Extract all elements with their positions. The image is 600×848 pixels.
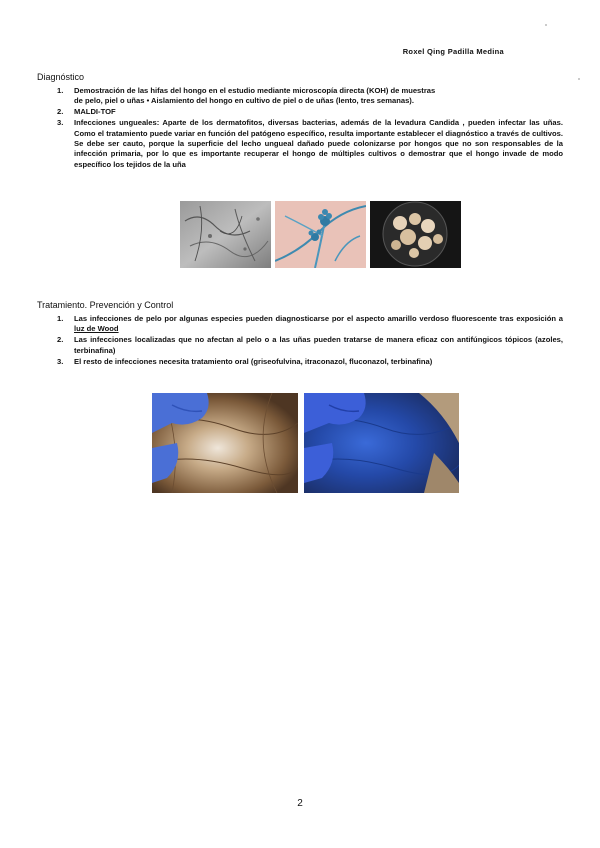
list-text [74,314,563,335]
list-number: 1. [57,86,64,95]
list-number: 3. [57,356,64,366]
fungal-culture-image [370,201,461,268]
list-item [57,118,563,170]
list-text-line: Demostración de las hifas del hongo en el estudio mediante microscopía directa (KOH) de muestras [74,86,436,95]
wood-light-images [152,393,459,493]
list-number: 2. [57,335,64,345]
scalp-normal-light-image [152,393,298,493]
list-item [57,335,563,356]
author-name: Roxel Qing Padilla Medina [402,47,504,56]
tratamiento-list [57,314,563,368]
page-number: 2 [297,798,303,809]
list-text-part: Las infecciones de pelo por algunas especies pueden diagnosticarse por el aspecto amarillo verdoso fluorescente tras exposición a [74,314,563,323]
scalp-wood-light-image [304,393,459,493]
list-text: Las infecciones localizadas que no afectan al pelo o a las uñas pueden tratarse de manera eficaz con antifúngicos tópicos (azoles, terbinafina) [74,335,563,355]
list-number: 2. [57,107,64,117]
scan-speck [578,78,580,80]
list-item [57,357,563,367]
hyphae-stain-image [275,201,366,268]
list-item [57,314,563,335]
list-text: Infecciones ungueales: Aparte de los dermatofitos, diversas bacterias, además de la levadura Candida , pueden infectar las uñas. Como el tratamiento puede variar en función del patógeno específico, resulta importante establecer el diagnóstico a través de cultivos. Se debe ser cauto, porque la superficie del lecho ungueal dañado puede colonizarse por hongos que no son responsables de la infección primaria, por lo que es importante recuperar el hongo de múltiples cultivos o demostrar que el hongo invade de modo específico los tejidos de la uña [74,118,563,169]
list-text: El resto de infecciones necesita tratamiento oral (griseofulvina, itraconazol, fluconazol, terbinafina) [74,356,433,366]
list-text: MALDI-TOF [74,107,116,117]
koh-microscopy-image [180,201,271,268]
list-item [57,86,563,107]
list-text-line: de pelo, piel o uñas • Aislamiento del hongo en cultivo de piel o de uñas (lento, tres semanas). [74,96,414,106]
diagnostico-list [57,86,563,171]
section-title-diagnostico: Diagnóstico [37,72,85,82]
diagnostic-images [180,201,461,268]
list-number: 3. [57,118,64,128]
list-number: 1. [57,314,64,323]
wood-light-link[interactable]: luz de Wood [74,324,119,334]
scan-speck [545,24,547,26]
list-item [57,107,563,117]
section-title-tratamiento: Tratamiento. Prevención y Control [37,300,174,310]
